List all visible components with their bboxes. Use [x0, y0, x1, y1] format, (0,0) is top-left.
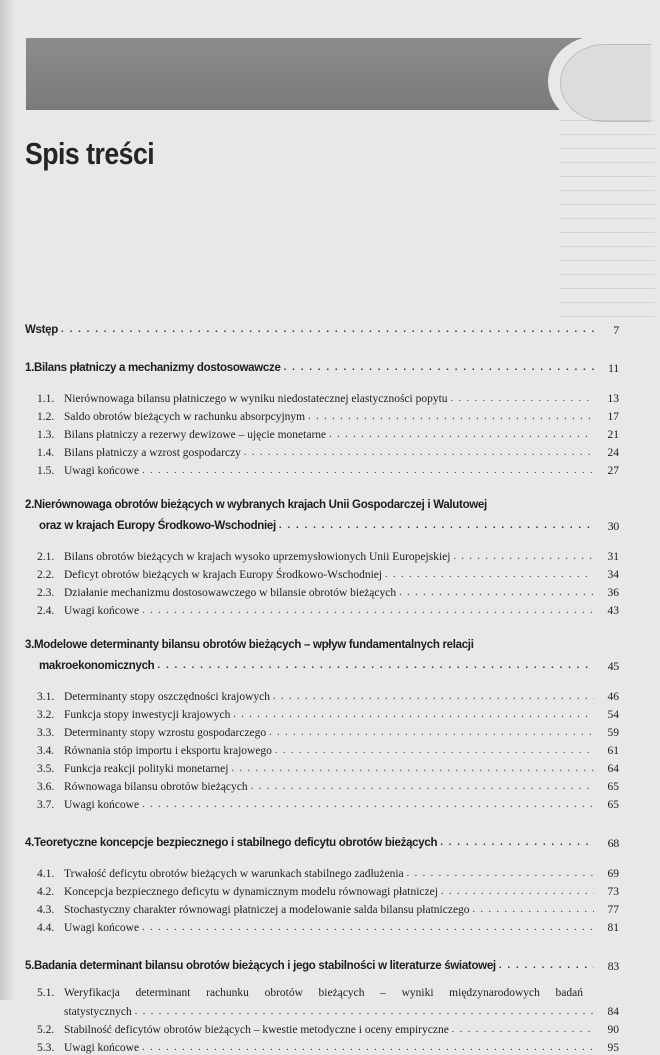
toc-entry-line	[37, 424, 619, 442]
toc-entry-title: statystycznych	[64, 1006, 132, 1018]
toc-section-entry[interactable]	[25, 899, 619, 917]
toc-page-number: 21	[607, 429, 619, 441]
toc-entry-title: Modelowe determinanty bilansu obrotów bieżących – wpływ fundamentalnych relacji	[34, 639, 474, 651]
toc-page-number: 83	[607, 959, 619, 973]
header-banner	[26, 38, 616, 110]
toc-entry-number: 4.4.	[37, 922, 55, 934]
toc-leader-dots	[385, 570, 594, 579]
toc-entry-number: 1.2.	[37, 411, 55, 423]
chapter-spacer	[25, 935, 619, 954]
toc-entry-title: Wstęp	[25, 324, 59, 336]
toc-leader-dots	[441, 887, 594, 896]
toc-section-entry[interactable]	[25, 1019, 619, 1037]
toc-page-number: 69	[607, 868, 619, 880]
table-of-contents	[25, 318, 619, 1055]
toc-entry-number: 4.1.	[37, 868, 55, 880]
toc-entry-number: 2.2.	[37, 569, 55, 581]
toc-entry-number: 3.2.	[37, 709, 55, 721]
toc-page-number: 90	[607, 1024, 619, 1036]
toc-entry-title: Bilans płatniczy a rezerwy dewizowe – ujęcie monetarne	[64, 429, 327, 441]
toc-entry-number: 5.2.	[37, 1024, 55, 1036]
toc-entry-number: 2.1.	[37, 551, 55, 563]
toc-page-number: 59	[607, 727, 619, 739]
toc-leader-dots	[279, 521, 594, 530]
toc-page-number: 64	[607, 763, 619, 775]
toc-entry-number: 1.	[25, 362, 34, 374]
toc-entry-line	[37, 546, 619, 564]
toc-section-entry[interactable]	[25, 794, 619, 812]
toc-leader-dots	[142, 606, 594, 615]
toc-leader-dots	[244, 448, 594, 457]
toc-page-number: 81	[607, 922, 619, 934]
toc-leader-dots	[157, 661, 594, 670]
toc-page-number: 46	[607, 691, 619, 703]
toc-entry-line	[37, 686, 619, 704]
toc-entry-title: Teoretyczne koncepcje bezpiecznego i stabilnego deficytu obrotów bieżących	[34, 837, 438, 849]
toc-entry-line	[37, 917, 619, 935]
toc-entry-number: 4.2.	[37, 886, 55, 898]
toc-leader-dots	[142, 1043, 594, 1052]
toc-entry-line	[25, 497, 619, 514]
toc-entry-line	[37, 406, 619, 424]
toc-page-number: 24	[607, 447, 619, 459]
toc-entry-line	[37, 1037, 619, 1055]
section-spacer	[25, 673, 619, 686]
toc-page-number: 95	[607, 1042, 619, 1054]
toc-entry-number: 3.5.	[37, 763, 55, 775]
toc-entry-title: Determinanty stopy wzrostu gospodarczego	[64, 727, 267, 739]
toc-entry-number: 1.4.	[37, 447, 55, 459]
toc-entry-number: 3.4.	[37, 745, 55, 757]
toc-leader-dots	[451, 394, 594, 403]
toc-entry-title: Nierównowaga bilansu płatniczego w wyniku niedostatecznej elastyczności popytu	[64, 393, 448, 405]
toc-page-number: 31	[607, 551, 619, 563]
toc-entry-line	[37, 442, 619, 460]
show-through-text	[560, 120, 655, 320]
toc-section-entry[interactable]	[25, 424, 619, 442]
toc-section-entry[interactable]	[25, 986, 619, 1019]
toc-leader-dots	[308, 412, 594, 421]
toc-entry-number: 2.	[25, 499, 34, 511]
toc-entry-line	[37, 881, 619, 899]
toc-page-number: 84	[607, 1006, 619, 1018]
toc-section-entry[interactable]	[25, 388, 619, 406]
toc-entry-title: Uwagi końcowe	[64, 465, 140, 477]
toc-section-entry[interactable]	[25, 600, 619, 618]
toc-entry-line	[37, 1001, 619, 1019]
toc-entry-title: Bilans obrotów bieżących w krajach wysoko uprzemysłowionych Unii Europejskiej	[64, 551, 451, 563]
toc-leader-dots	[142, 923, 594, 932]
toc-entry-number: 2.4.	[37, 605, 55, 617]
toc-section-entry[interactable]	[25, 863, 619, 881]
toc-section-entry[interactable]	[25, 740, 619, 758]
toc-entry-line	[37, 776, 619, 794]
toc-entry-title: Stochastyczny charakter równowagi płatniczej a modelowanie salda bilansu płatniczego	[64, 904, 470, 916]
toc-page-number: 30	[607, 519, 619, 533]
section-spacer	[25, 533, 619, 546]
toc-entry-line	[37, 564, 619, 582]
toc-entry-number: 3.1.	[37, 691, 55, 703]
toc-entry-line	[25, 831, 619, 850]
toc-leader-dots	[329, 430, 594, 439]
toc-leader-dots	[61, 325, 594, 334]
toc-entry-number: 4.	[25, 837, 34, 849]
toc-entry-title: Saldo obrotów bieżących w rachunku absorpcyjnym	[64, 411, 306, 423]
toc-entry-line	[25, 954, 619, 973]
toc-leader-dots	[407, 869, 594, 878]
toc-entry-line	[25, 654, 619, 673]
toc-page-number: 11	[608, 361, 619, 375]
toc-entry-title: Funkcja stopy inwestycji krajowych	[64, 709, 231, 721]
toc-leader-dots	[473, 905, 594, 914]
toc-page-number: 54	[607, 709, 619, 721]
toc-entry-title: Trwałość deficytu obrotów bieżących w warunkach stabilnego zadłużenia	[64, 868, 404, 880]
toc-page-number: 65	[607, 799, 619, 811]
toc-entry-title: Stabilność deficytów obrotów bieżących – kwestie metodyczne i oceny empiryczne	[64, 1024, 449, 1036]
toc-leader-dots	[142, 466, 594, 475]
toc-entry-number: 1.1.	[37, 393, 55, 405]
toc-entry-title: Równania stóp importu i eksportu krajowego	[64, 745, 272, 757]
toc-section-entry[interactable]	[25, 1037, 619, 1055]
toc-entry-title: Uwagi końcowe	[64, 605, 140, 617]
toc-entry-title: Weryfikacja determinant rachunku obrotów bieżących – wyniki międzynarodowych badań	[64, 987, 583, 999]
toc-entry-title: Determinanty stopy oszczędności krajowych	[64, 691, 270, 703]
toc-entry-number: 3.7.	[37, 799, 55, 811]
toc-page-number: 13	[607, 393, 619, 405]
toc-page-number: 7	[613, 323, 619, 337]
toc-section-entry[interactable]	[25, 546, 619, 564]
toc-entry-number: 1.3.	[37, 429, 55, 441]
toc-chapter-entry[interactable]	[25, 356, 619, 375]
toc-leader-dots	[399, 588, 594, 597]
page-gutter-shadow	[0, 0, 16, 1000]
toc-section-entry[interactable]	[25, 564, 619, 582]
toc-entry-title: Uwagi końcowe	[64, 1042, 140, 1054]
toc-entry-number: 1.5.	[37, 465, 55, 477]
toc-section-entry[interactable]	[25, 704, 619, 722]
toc-entry-number: 3.6.	[37, 781, 55, 793]
toc-entry-line	[37, 986, 619, 1001]
header-tab	[560, 44, 651, 122]
toc-entry-line	[37, 722, 619, 740]
toc-entry-line	[37, 794, 619, 812]
toc-leader-dots	[453, 552, 594, 561]
toc-page-number: 65	[607, 781, 619, 793]
toc-entry-title: Równowaga bilansu obrotów bieżących	[64, 781, 248, 793]
toc-entry-title: makroekonomicznych	[39, 660, 155, 672]
toc-section-entry[interactable]	[25, 582, 619, 600]
toc-entry-line	[37, 582, 619, 600]
toc-leader-dots	[142, 800, 594, 809]
toc-section-entry[interactable]	[25, 686, 619, 704]
chapter-spacer	[25, 337, 619, 356]
toc-page-number: 27	[607, 465, 619, 477]
toc-section-entry[interactable]	[25, 758, 619, 776]
section-spacer	[25, 973, 619, 986]
toc-entry-number: 3.3.	[37, 727, 55, 739]
toc-entry-number: 5.	[25, 960, 34, 972]
toc-entry-title: Funkcja reakcji polityki monetarnej	[64, 763, 229, 775]
section-spacer	[25, 850, 619, 863]
toc-leader-dots	[440, 838, 594, 847]
chapter-spacer	[25, 478, 619, 497]
toc-section-entry[interactable]	[25, 881, 619, 899]
toc-chapter-entry[interactable]	[25, 637, 619, 673]
toc-section-entry[interactable]	[25, 460, 619, 478]
toc-section-entry[interactable]	[25, 406, 619, 424]
toc-chapter-entry[interactable]	[25, 954, 619, 973]
toc-entry-title: oraz w krajach Europy Środkowo-Wschodniej	[39, 520, 276, 532]
toc-entry-title: Bilans płatniczy a wzrost gospodarczy	[64, 447, 241, 459]
toc-entry-line	[37, 758, 619, 776]
toc-entry-number: 3.	[25, 639, 34, 651]
toc-section-entry[interactable]	[25, 917, 619, 935]
toc-page-number: 45	[607, 659, 619, 673]
toc-entry-line	[37, 1019, 619, 1037]
toc-leader-dots	[452, 1025, 594, 1034]
toc-leader-dots	[231, 764, 594, 773]
toc-entry-line	[37, 704, 619, 722]
toc-entry-line	[37, 863, 619, 881]
toc-page-number: 17	[607, 411, 619, 423]
toc-chapter-entry[interactable]	[25, 831, 619, 850]
toc-entry-line	[37, 600, 619, 618]
toc-leader-dots	[269, 728, 594, 737]
toc-leader-dots	[233, 710, 594, 719]
toc-entry-title: Nierównowaga obrotów bieżących w wybranych krajach Unii Gospodarczej i Walutowej	[34, 499, 487, 511]
toc-entry-number: 4.3.	[37, 904, 55, 916]
toc-chapter-entry[interactable]	[25, 318, 619, 337]
toc-section-entry[interactable]	[25, 776, 619, 794]
toc-leader-dots	[273, 692, 594, 701]
toc-section-entry[interactable]	[25, 442, 619, 460]
toc-leader-dots	[251, 782, 594, 791]
toc-entry-line	[25, 637, 619, 654]
toc-entry-number: 2.3.	[37, 587, 55, 599]
toc-entry-title: Koncepcja bezpiecznego deficytu w dynamicznym modelu równowagi płatniczej	[64, 886, 438, 898]
toc-leader-dots	[499, 961, 594, 970]
toc-entry-title: Badania determinant bilansu obrotów bieżących i jego stabilności w literaturze światowej	[34, 960, 496, 972]
toc-entry-title: Uwagi końcowe	[64, 922, 140, 934]
toc-leader-dots	[135, 1007, 594, 1016]
toc-page-number: 36	[607, 587, 619, 599]
toc-page-number: 61	[607, 745, 619, 757]
toc-chapter-entry[interactable]	[25, 497, 619, 533]
toc-page-number: 34	[607, 569, 619, 581]
page-title: Spis treści	[25, 136, 155, 171]
toc-section-entry[interactable]	[25, 722, 619, 740]
toc-leader-dots	[275, 746, 594, 755]
toc-page-number: 73	[607, 886, 619, 898]
toc-entry-line	[25, 356, 619, 375]
toc-entry-line	[25, 318, 619, 337]
toc-entry-title: Uwagi końcowe	[64, 799, 140, 811]
toc-entry-number: 5.1.	[37, 987, 55, 999]
section-spacer	[25, 375, 619, 388]
toc-page-number: 77	[607, 904, 619, 916]
toc-entry-line	[37, 388, 619, 406]
toc-entry-line	[37, 899, 619, 917]
toc-leader-dots	[284, 363, 594, 372]
toc-entry-line	[37, 460, 619, 478]
chapter-spacer	[25, 618, 619, 637]
toc-entry-number: 5.3.	[37, 1042, 55, 1054]
toc-entry-line	[25, 514, 619, 533]
toc-entry-title: Działanie mechanizmu dostosowawczego w bilansie obrotów bieżących	[64, 587, 397, 599]
toc-page-number: 68	[607, 836, 619, 850]
toc-entry-line	[37, 740, 619, 758]
toc-entry-title: Bilans płatniczy a mechanizmy dostosowawcze	[34, 362, 281, 374]
chapter-spacer	[25, 812, 619, 831]
toc-page-number: 43	[607, 605, 619, 617]
toc-entry-title: Deficyt obrotów bieżących w krajach Europy Środkowo-Wschodniej	[64, 569, 383, 581]
